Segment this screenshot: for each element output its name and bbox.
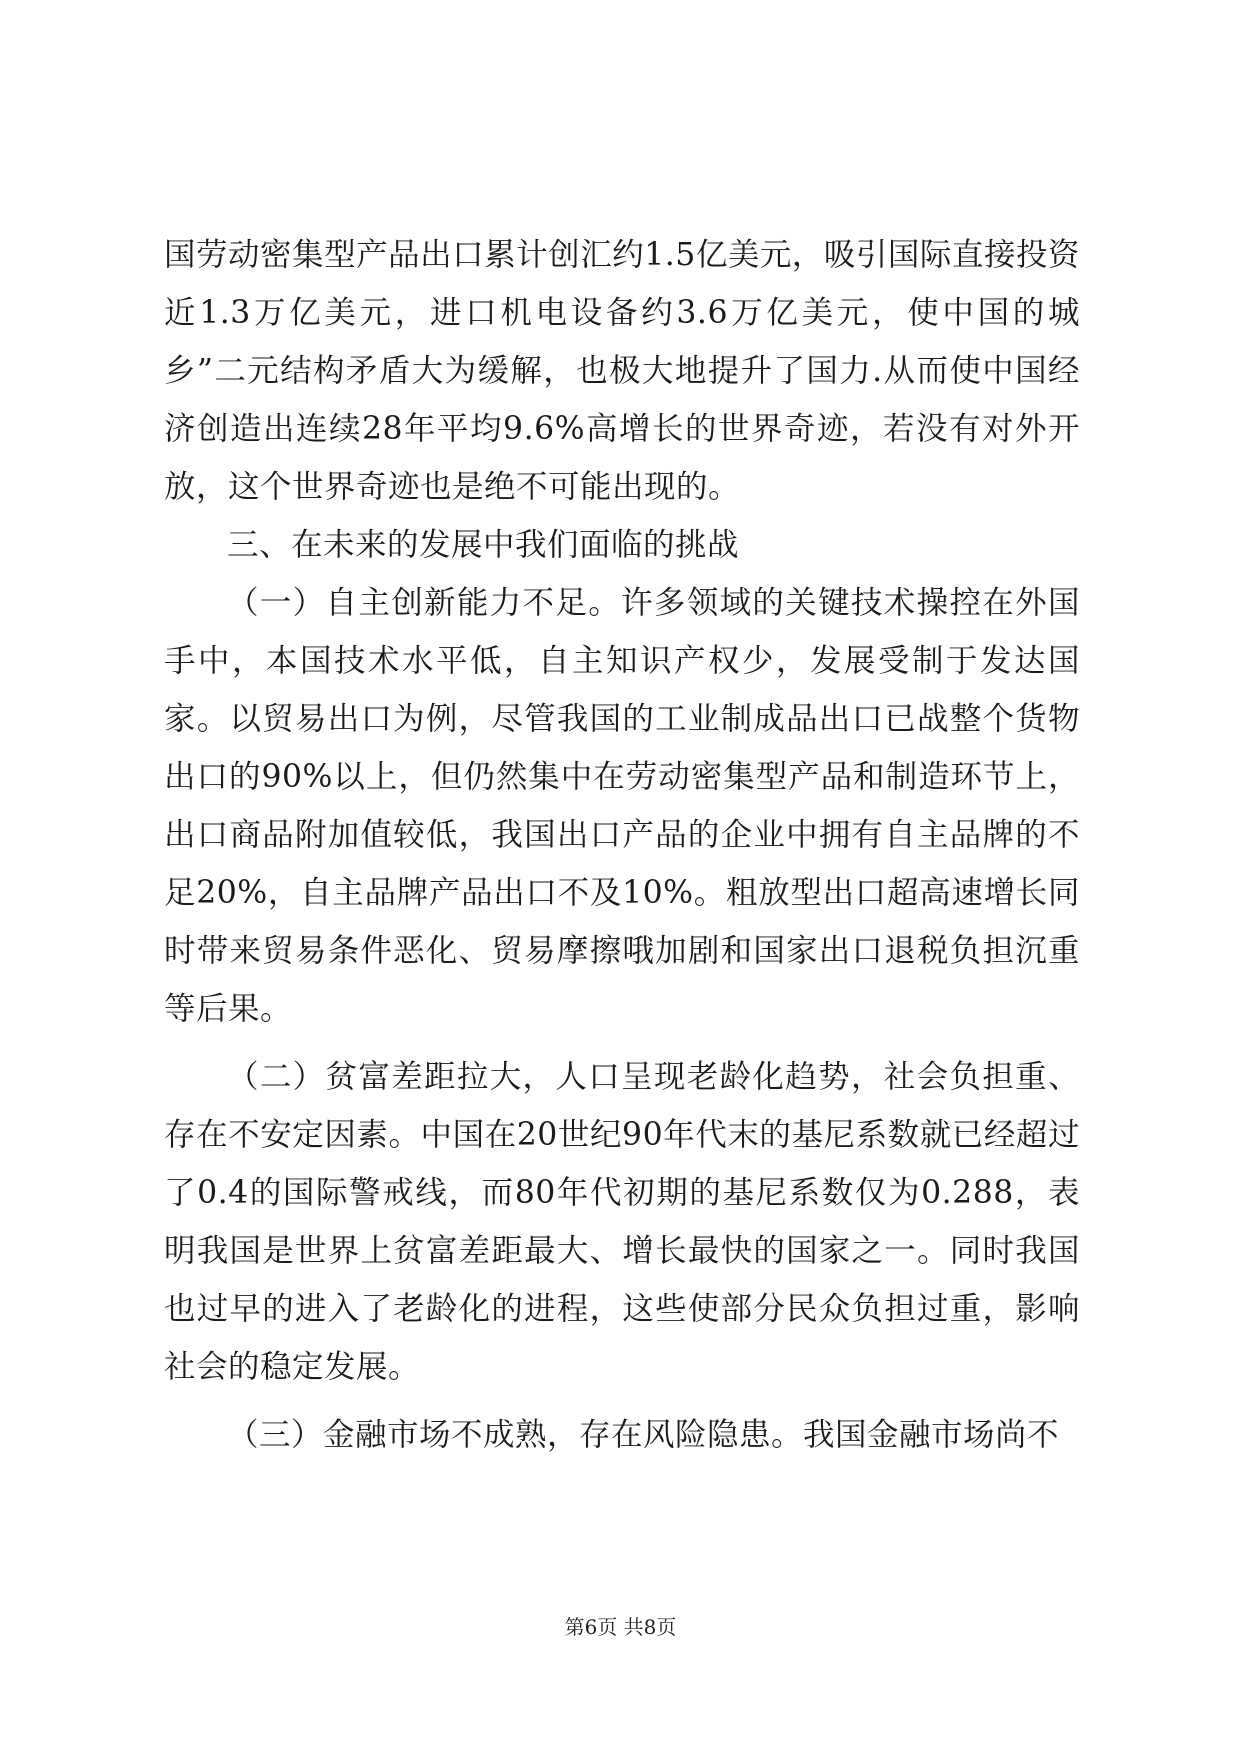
page-number-footer: 第6页 共8页 <box>564 1615 677 1639</box>
paragraph-continuation: 国劳动密集型产品出口累计创汇约1.5亿美元，吸引国际直接投资近1.3万亿美元，进口机电设备约3.6万亿美元，使中国的城乡”二元结构矛盾大为缓解，也极大地提升了国力.从而使中国经济创造出连续28年平均9.6%高增长的世界奇迹，若没有对外开放，这个世界奇迹也是绝不可能出现的。 <box>164 237 1080 505</box>
paragraph-challenge-3: （三）金融市场不成熟，存在风险隐患。我国金融市场尚不 <box>227 1417 1060 1453</box>
body-text <box>164 226 1080 1464</box>
section-heading: 三、在未来的发展中我们面临的挑战 <box>227 527 740 563</box>
paragraph-challenge-1: （一）自主创新能力不足。许多领域的关键技术操控在外国手中，本国技术水平低，自主知识产权少，发展受制于发达国家。以贸易出口为例，尽管我国的工业制成品出口已战整个货物出口的90%以上，但仍然集中在劳动密集型产品和制造环节上，出口商品附加值较低，我国出口产品的企业中拥有自主品牌的不足20%，自主品牌产品出口不及10%。粗放型出口超高速增长同时带来贸易条件恶化、贸易摩擦哦加剧和国家出口退税负担沉重等后果。 <box>164 585 1080 1027</box>
paragraph-challenge-2: （二）贫富差距拉大，人口呈现老龄化趋势，社会负担重、存在不安定因素。中国在20世纪90年代末的基尼系数就已经超过了0.4的国际警戒线，而80年代初期的基尼系数仅为0.288，表明我国是世界上贫富差距最大、增长最快的国家之一。同时我国也过早的进入了老龄化的进程，这些使部分民众负担过重，影响社会的稳定发展。 <box>164 1059 1080 1385</box>
